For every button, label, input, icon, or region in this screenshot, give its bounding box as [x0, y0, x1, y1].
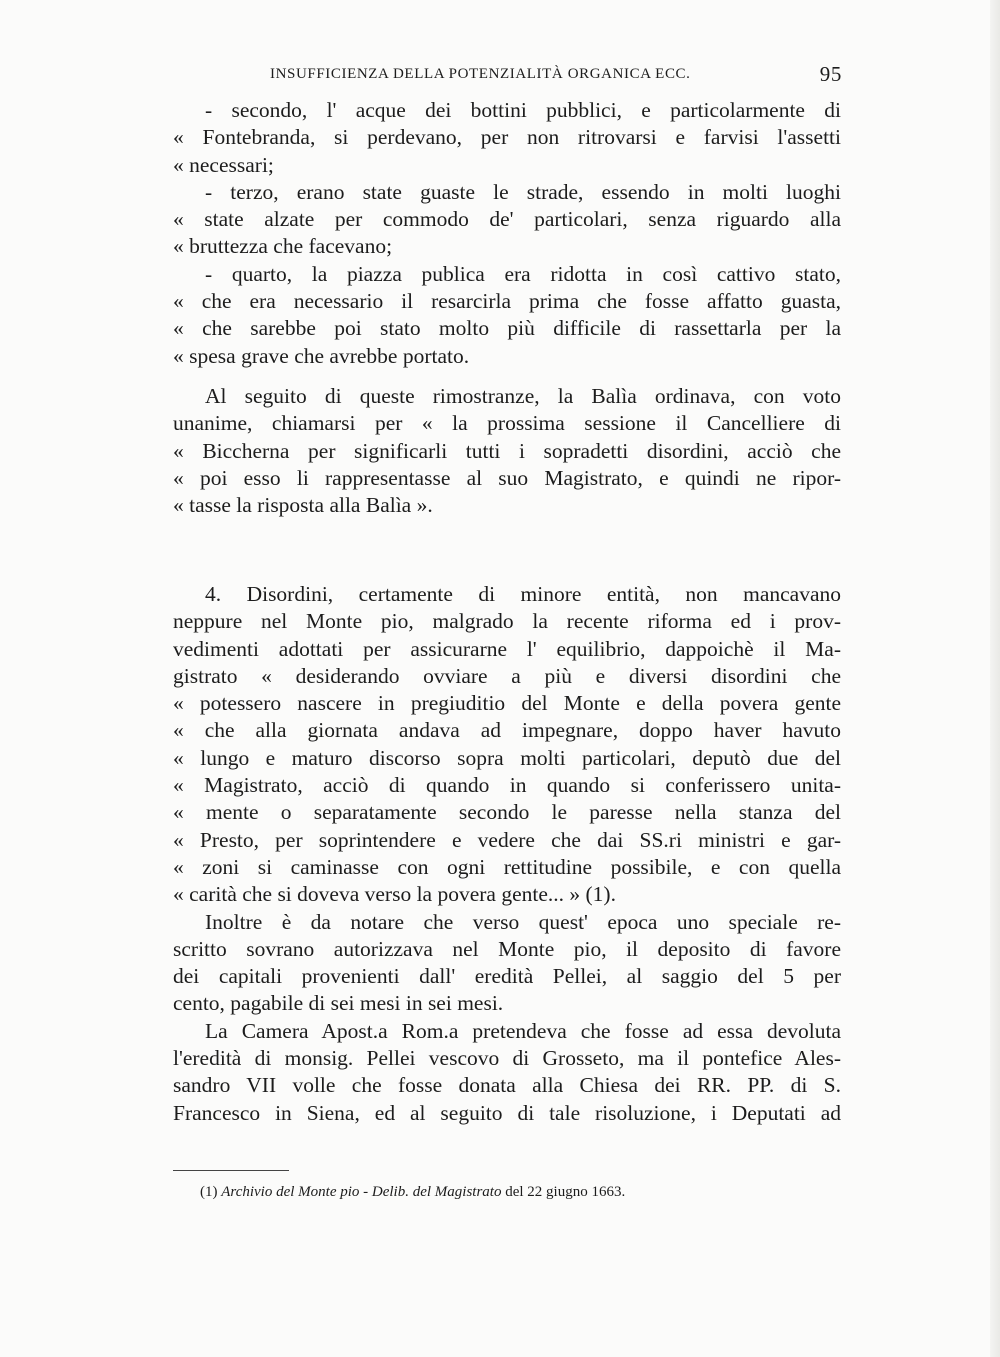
- text-line: sandro VII volle che fosse donata alla Chiesa dei RR. PP. di S.: [173, 1073, 841, 1098]
- page-number: 95: [819, 62, 842, 86]
- text-line: 4. Disordini, certamente di minore entità, non mancavano: [205, 582, 841, 606]
- text-line: scritto sovrano autorizzava nel Monte pio, il deposito di favore: [173, 936, 841, 961]
- text-line: « che era necessario il resarcirla prima che fosse affatto guasta,: [173, 289, 841, 314]
- text-line: Al seguito di queste rimostranze, la Balìa ordinava, con voto: [205, 384, 841, 408]
- paragraph-block-1: [173, 97, 841, 370]
- text-line: dei capitali provenienti dall' eredità Pellei, al saggio del 5 per: [173, 964, 841, 989]
- paragraph-block-3: [173, 581, 841, 1127]
- footnote-mark: (1): [200, 1184, 218, 1200]
- text-line: l'eredità di monsig. Pellei vescovo di Grosseto, ma il pontefice Ales-: [173, 1046, 841, 1071]
- text-line: La Camera Apost.a Rom.a pretendeva che fosse ad essa devoluta: [205, 1018, 841, 1043]
- footnote: [200, 1184, 625, 1201]
- text-line: « carità che si doveva verso la povera gente... » (1).: [173, 882, 616, 907]
- text-line: unanime, chiamarsi per « la prossima sessione il Cancelliere di: [173, 411, 841, 436]
- text-line: « zoni si caminasse con ogni rettitudine possibile, e con quella: [173, 854, 841, 879]
- footnote-divider: [173, 1170, 289, 1171]
- text-line: vedimenti adottati per assicurarne l' equilibrio, dappoichè il Ma-: [173, 636, 841, 661]
- text-line: « Magistrato, acciò di quando in quando si conferissero unita-: [173, 773, 841, 798]
- text-line: « state alzate per commodo de' particolari, senza riguardo alla: [173, 207, 841, 232]
- text-line: « Fontebranda, si perdevano, per non ritrovarsi e farvisi l'assetti: [173, 125, 841, 150]
- text-line: « bruttezza che facevano;: [173, 234, 393, 259]
- text-line: gistrato « desiderando ovviare a più e diversi disordini che: [173, 663, 841, 688]
- text-line: Francesco in Siena, ed al seguito di tale risoluzione, i Deputati ad: [173, 1100, 841, 1125]
- footnote-date: del 22 giugno 1663.: [505, 1184, 626, 1200]
- text-line: « tasse la risposta alla Balìa ».: [173, 493, 433, 518]
- text-line: « potessero nascere in pregiuditio del Monte e della povera gente: [173, 691, 841, 716]
- text-line: « spesa grave che avrebbe portato.: [173, 343, 470, 368]
- text-line: « necessari;: [173, 152, 274, 177]
- text-line: - quarto, la piazza publica era ridotta in così cattivo stato,: [205, 261, 841, 286]
- text-line: « Biccherna per significarli tutti i sopradetti disordini, acciò che: [173, 438, 841, 463]
- running-header: [270, 62, 842, 90]
- text-line: neppure nel Monte pio, malgrado la recente riforma ed i prov-: [173, 609, 841, 634]
- text-line: « Presto, per soprintendere e vedere che dai SS.ri ministri e gar-: [173, 827, 841, 852]
- text-line: « che alla giornata andava ad impegnare, doppo haver havuto: [173, 718, 841, 743]
- text-line: - terzo, erano state guaste le strade, essendo in molti luoghi: [205, 179, 841, 204]
- running-title: INSUFFICIENZA DELLA POTENZIALITÀ ORGANICA ECC.: [270, 66, 691, 82]
- text-line: « mente o separatamente secondo le paresse nella stanza del: [173, 800, 841, 825]
- paragraph-block-2: [173, 383, 841, 519]
- text-line: cento, pagabile di sei mesi in sei mesi.: [173, 991, 504, 1016]
- text-line: « poi esso li rappresentasse al suo Magistrato, e quindi ne ripor-: [173, 465, 841, 490]
- text-line: « che sarebbe poi stato molto più difficile di rassettarla per la: [173, 316, 841, 341]
- text-line: Inoltre è da notare che verso quest' epoca uno speciale re-: [205, 909, 841, 934]
- page-edge-shadow: [990, 0, 1000, 1357]
- text-line: - secondo, l' acque dei bottini pubblici, e particolarmente di: [205, 98, 841, 122]
- text-line: « lungo e maturo discorso sopra molti particolari, deputò due del: [173, 745, 841, 770]
- footnote-source: Archivio del Monte pio - Delib. del Magistrato: [221, 1184, 502, 1200]
